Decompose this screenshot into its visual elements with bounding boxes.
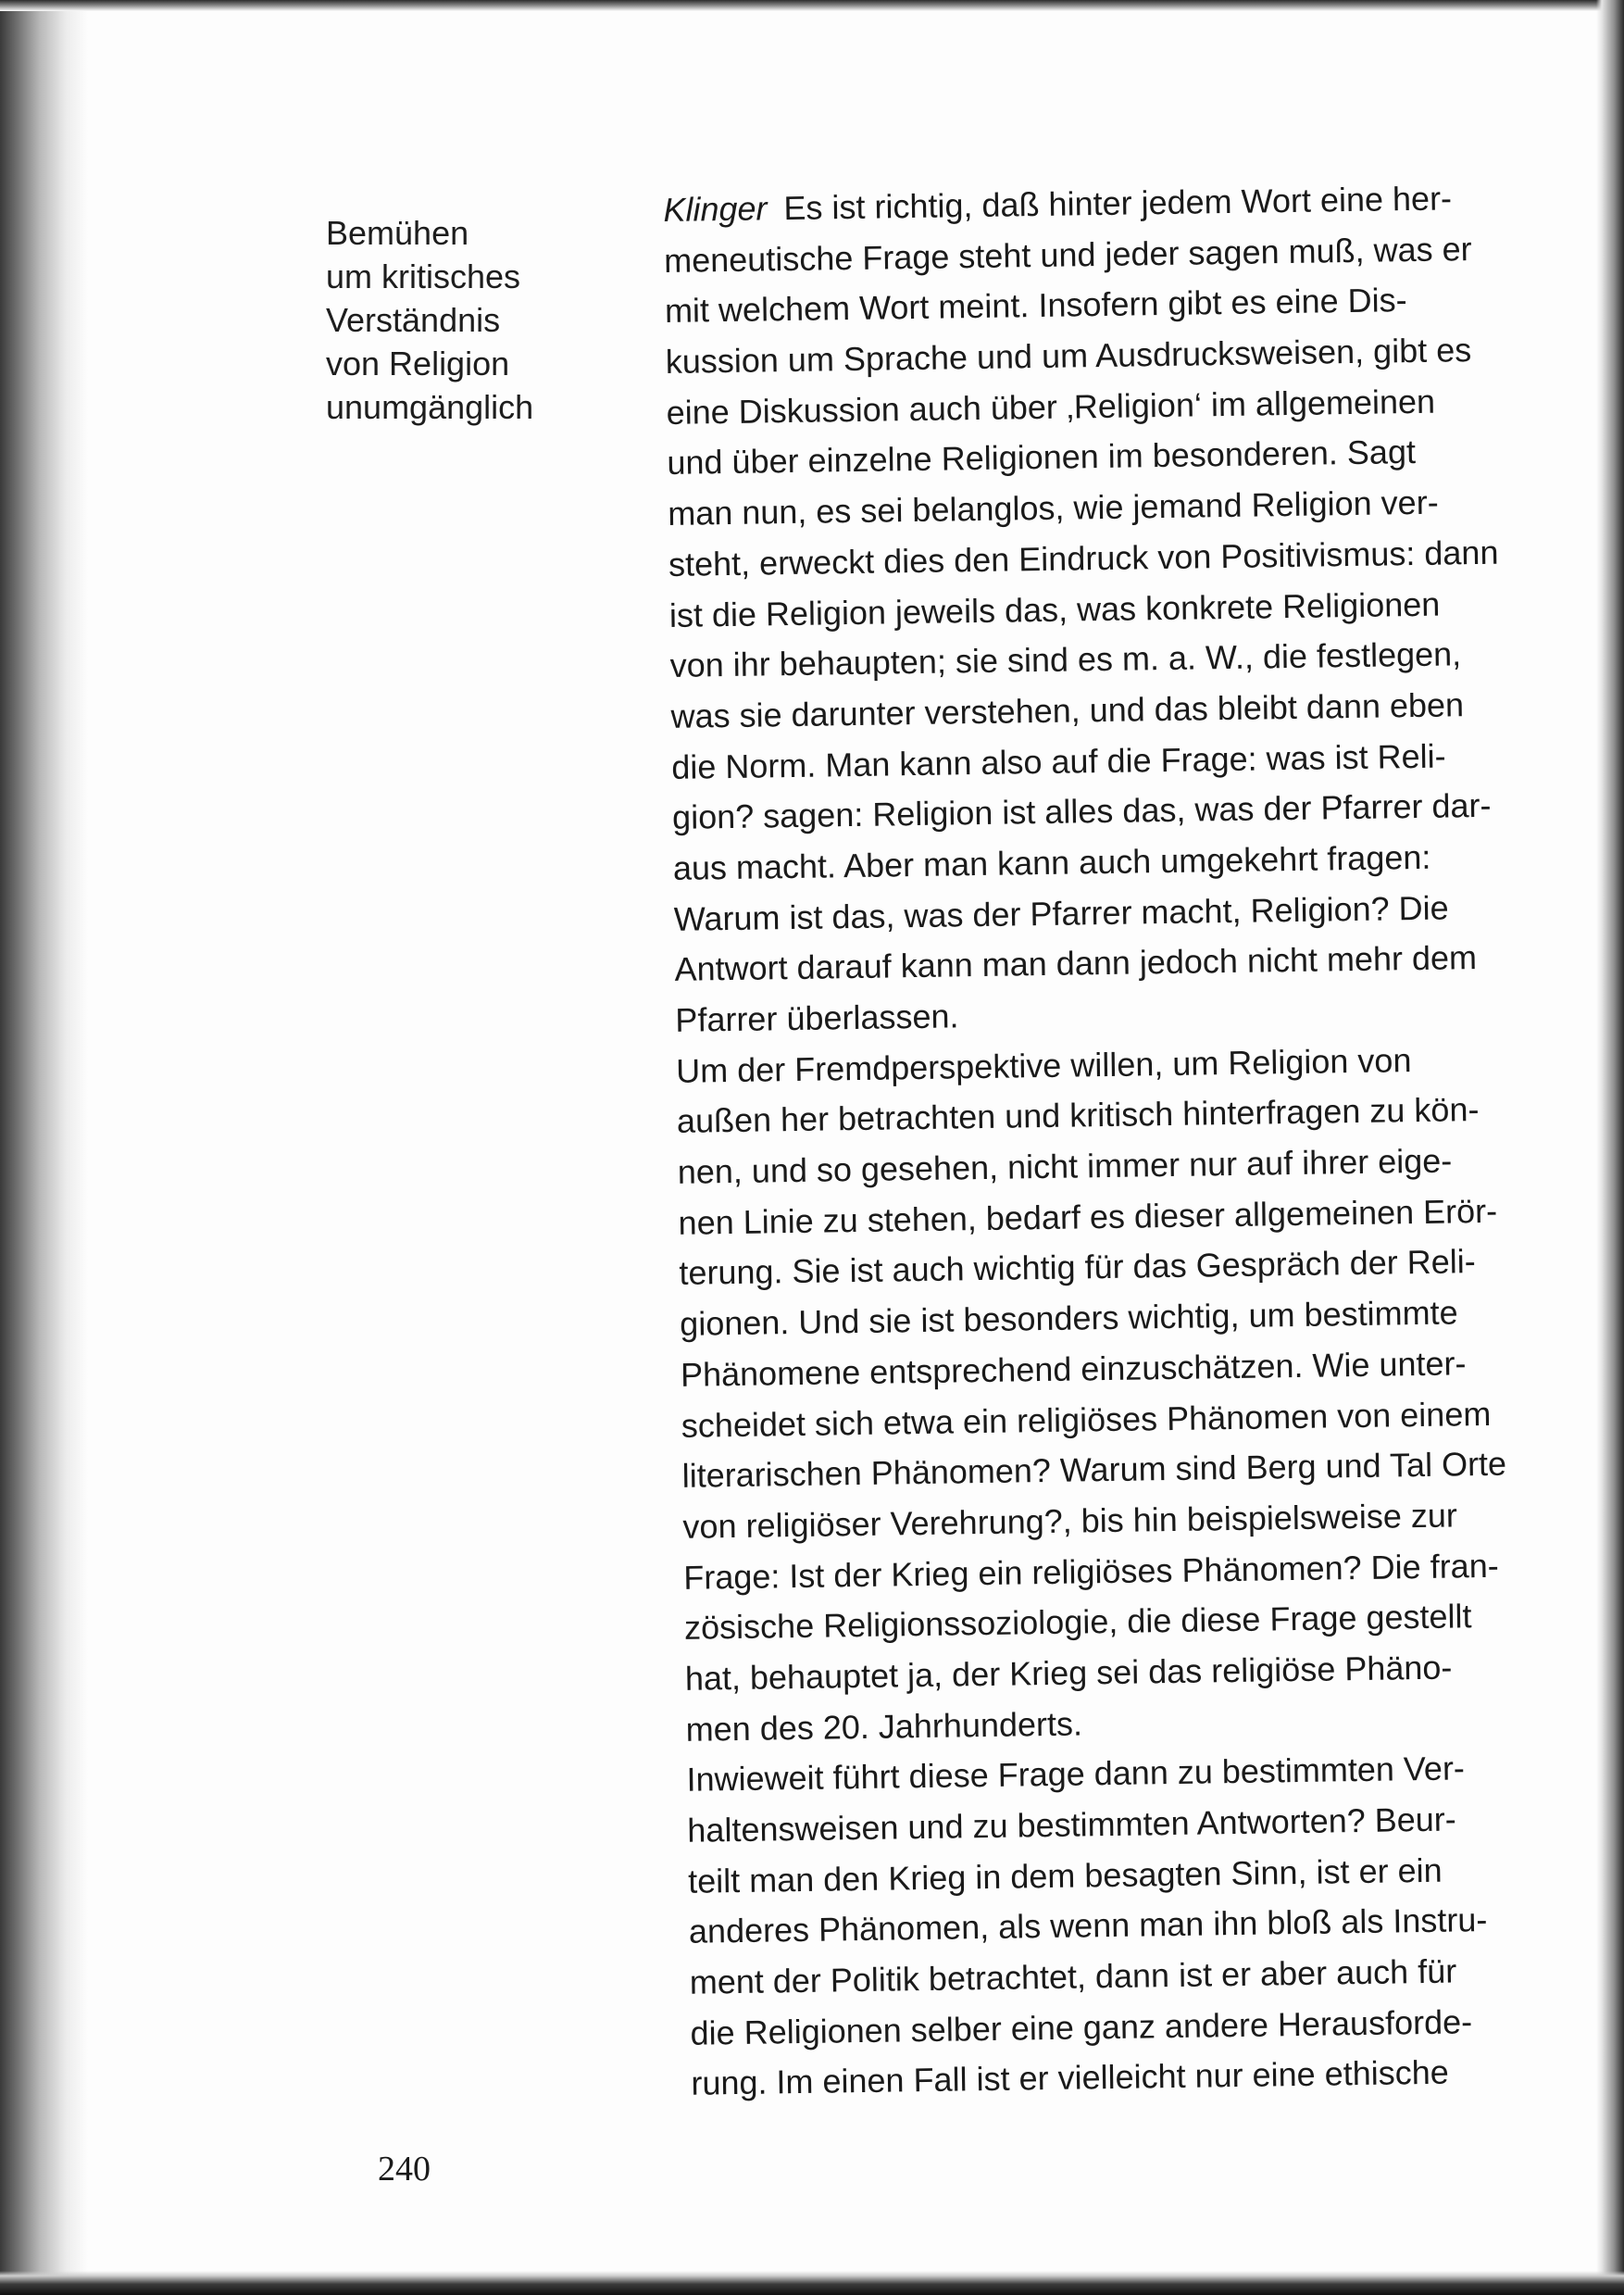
text-line: die Norm. Man kann also auf die Frage: was ist Reli-: [671, 736, 1446, 786]
text-line: gion? sagen: Religion ist alles das, was der Pfarrer dar-: [671, 786, 1492, 837]
text-line: gionen. Und sie ist besonders wichtig, um bestimmte: [679, 1293, 1458, 1343]
main-text-column: [663, 172, 1580, 2110]
text-line: hat, behauptet ja, der Krieg sei das religiöse Phäno-: [684, 1648, 1453, 1698]
text-line: von religiöser Verehrung?, bis hin beispielsweise zur: [682, 1496, 1458, 1546]
text-line: die Religionen selber eine ganz andere Herausforde-: [690, 2002, 1473, 2052]
text-line: haltensweisen und zu bestimmten Antworten? Beur-: [687, 1800, 1457, 1850]
scan-shadow-top: [0, 0, 1624, 11]
text-line: rung. Im einen Fall ist er vielleicht nur eine ethische: [691, 2053, 1450, 2103]
text-line: scheidet sich etwa ein religiöses Phänomen von einem: [681, 1394, 1492, 1445]
page-number: 240: [378, 2150, 431, 2188]
text-line: man nun, es sei belanglos, wie jemand Religion ver-: [667, 483, 1439, 533]
text-line: nen Linie zu stehen, bedarf es dieser allgemeinen Erör-: [678, 1191, 1498, 1242]
text-line: ist die Religion jeweils das, was konkrete Religionen: [668, 584, 1441, 634]
text-line: ment der Politik betrachtet, dann ist er aber auch für: [689, 1951, 1457, 2001]
scan-shadow-left: [0, 0, 88, 2295]
text-line: anderes Phänomen, als wenn man ihn bloß als Instru-: [688, 1900, 1488, 1951]
text-line: kussion um Sprache und um Ausdrucksweisen, gibt es: [665, 331, 1472, 382]
text-line: außen her betrachten und kritisch hinterfragen zu kön-: [676, 1090, 1480, 1141]
margin-note-line: Verständnis: [326, 301, 501, 339]
margin-note: [326, 211, 594, 429]
text-line: aus macht. Aber man kann auch umgekehrt fragen:: [672, 837, 1431, 887]
text-line: Antwort darauf kann man dann jedoch nicht mehr dem: [674, 938, 1478, 989]
text-line: Warum ist das, was der Pfarrer macht, Religion? Die: [673, 888, 1449, 938]
margin-note-line: unumgänglich: [326, 388, 534, 426]
text-line: zösische Religionssoziologie, die diese Frage gestellt: [683, 1597, 1472, 1648]
text-line: teilt man den Krieg in dem besagten Sinn, ist er ein: [687, 1850, 1443, 1900]
text-line-content: Es ist richtig, daß hinter jedem Wort eine her-: [783, 179, 1453, 228]
text-line: men des 20. Jahrhunderts.: [685, 1704, 1083, 1749]
text-line: von ihr behaupten; sie sind es m. a. W., die festlegen,: [669, 634, 1462, 685]
text-line: meneutische Frage steht und jeder sagen muß, was er: [663, 229, 1472, 280]
text-line: steht, erweckt dies den Eindruck von Positivismus: dann: [668, 533, 1499, 583]
margin-note-line: um kritisches: [326, 257, 521, 295]
text-line: Frage: Ist der Krieg ein religiöses Phänomen? Die fran-: [682, 1546, 1499, 1597]
text-line: terung. Sie ist auch wichtig für das Gespräch der Reli-: [679, 1242, 1477, 1293]
text-line: Pfarrer überlassen.: [675, 997, 959, 1039]
speaker-name: Klinger: [663, 189, 768, 229]
text-line: und über einzelne Religionen im besonderen. Sagt: [667, 433, 1417, 483]
text-line: Inwieweit führt diese Frage dann zu bestimmten Ver-: [686, 1749, 1466, 1800]
scan-shadow-right: [1596, 0, 1624, 2295]
text-line: Phänomene entsprechend einzuschätzen. Wie unter-: [680, 1344, 1467, 1394]
margin-note-line: von Religion: [326, 345, 510, 382]
text-line: was sie darunter verstehen, und das bleibt dann eben: [670, 685, 1465, 735]
scan-shadow-bottom: [0, 2271, 1624, 2295]
text-line: literarischen Phänomen? Warum sind Berg und Tal Orte: [681, 1444, 1507, 1496]
margin-note-line: Bemühen: [326, 214, 469, 252]
text-line: eine Diskussion auch über ‚Religion‘ im allgemeinen: [666, 382, 1436, 432]
text-line: mit welchem Wort meint. Insofern gibt es eine Dis-: [664, 281, 1407, 331]
text-line: Um der Fremdperspektive willen, um Religion von: [675, 1040, 1412, 1090]
text-line: nen, und so gesehen, nicht immer nur auf ihrer eige-: [677, 1141, 1453, 1191]
